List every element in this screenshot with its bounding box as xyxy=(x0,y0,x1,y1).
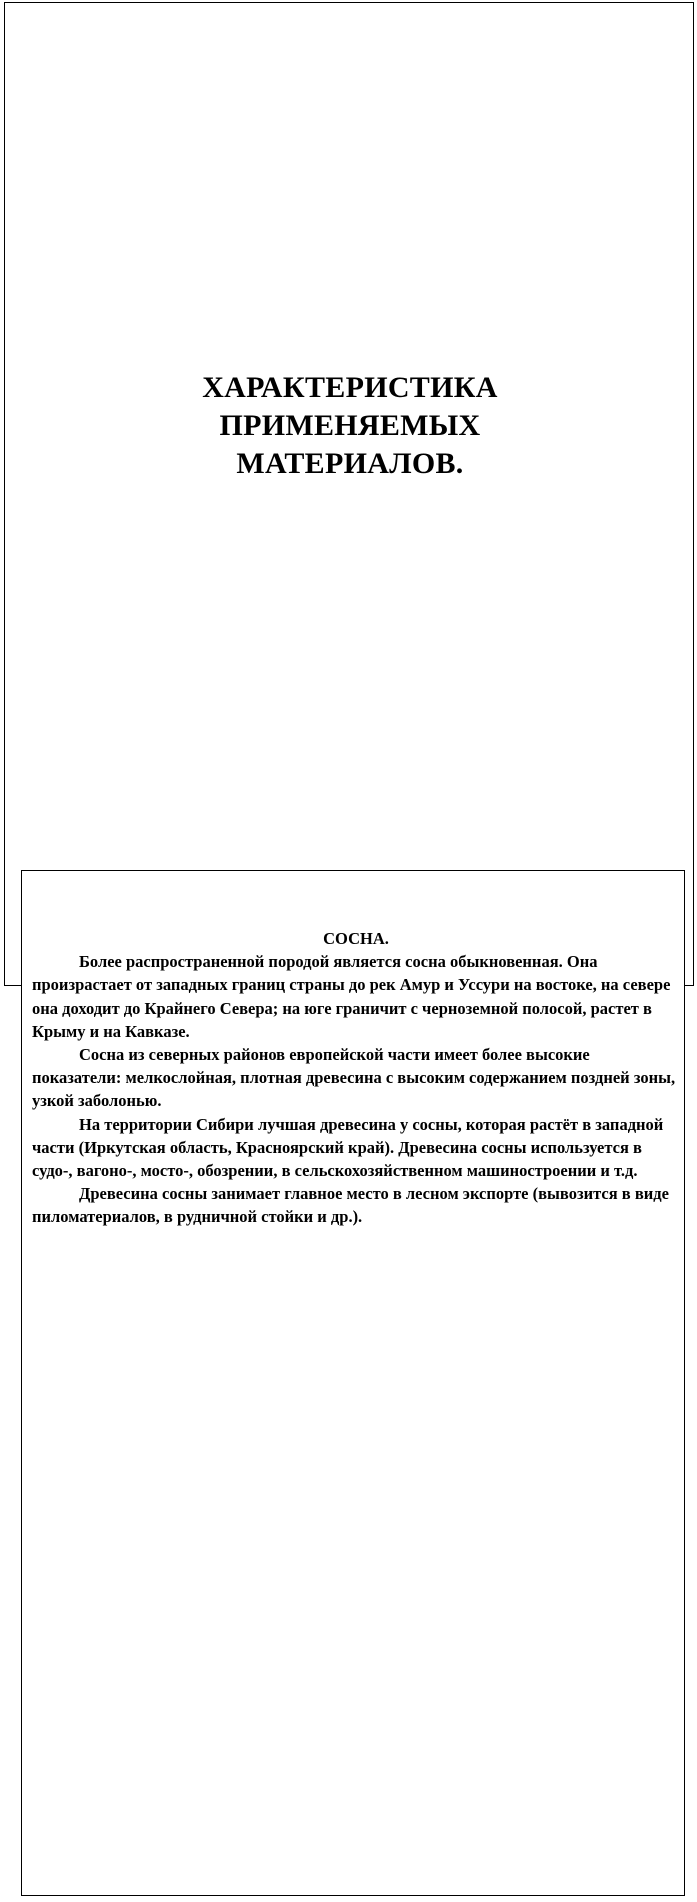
section-heading: СОСНА. xyxy=(323,929,389,948)
title-line-1: ХАРАКТЕРИСТИКА xyxy=(202,371,498,404)
paragraph-distribution: Более распространенной породой является сосна обыкновенная. Она произрастает от западных границ страны до рек Амур и Уссури на востоке, на севере она доходит до Крайнего Севера; на юге граничит с черноземной полосой, растет в Крыму и на Кавказе. xyxy=(32,952,671,1041)
title-line-3: МАТЕРИАЛОВ. xyxy=(236,447,464,480)
paragraph-siberian-pine: На территории Сибири лучшая древесина у сосны, которая растёт в западной части (Иркутская область, Красноярский край). Древесина сосны используется в судо-, вагоно-, мосто-, обозрении, в сельскохозяйственном машиностроении и т.д. xyxy=(32,1114,664,1181)
content-frame xyxy=(21,870,685,1896)
paragraph-export: Древесина сосны занимает главное место в лесном экспорте (вывозится в виде пиломатериалов, в рудничной стойки и др.). xyxy=(32,1184,669,1227)
page-title xyxy=(5,369,695,483)
section-body xyxy=(32,927,680,1229)
paragraph-northern-pine: Сосна из северных районов европейской части имеет более высокие показатели: мелкослойная, плотная древесина с высоким содержанием поздней зоны, узкой заболонью. xyxy=(32,1045,676,1111)
title-line-2: ПРИМЕНЯЕМЫХ xyxy=(219,409,481,442)
cover-frame xyxy=(4,2,694,986)
